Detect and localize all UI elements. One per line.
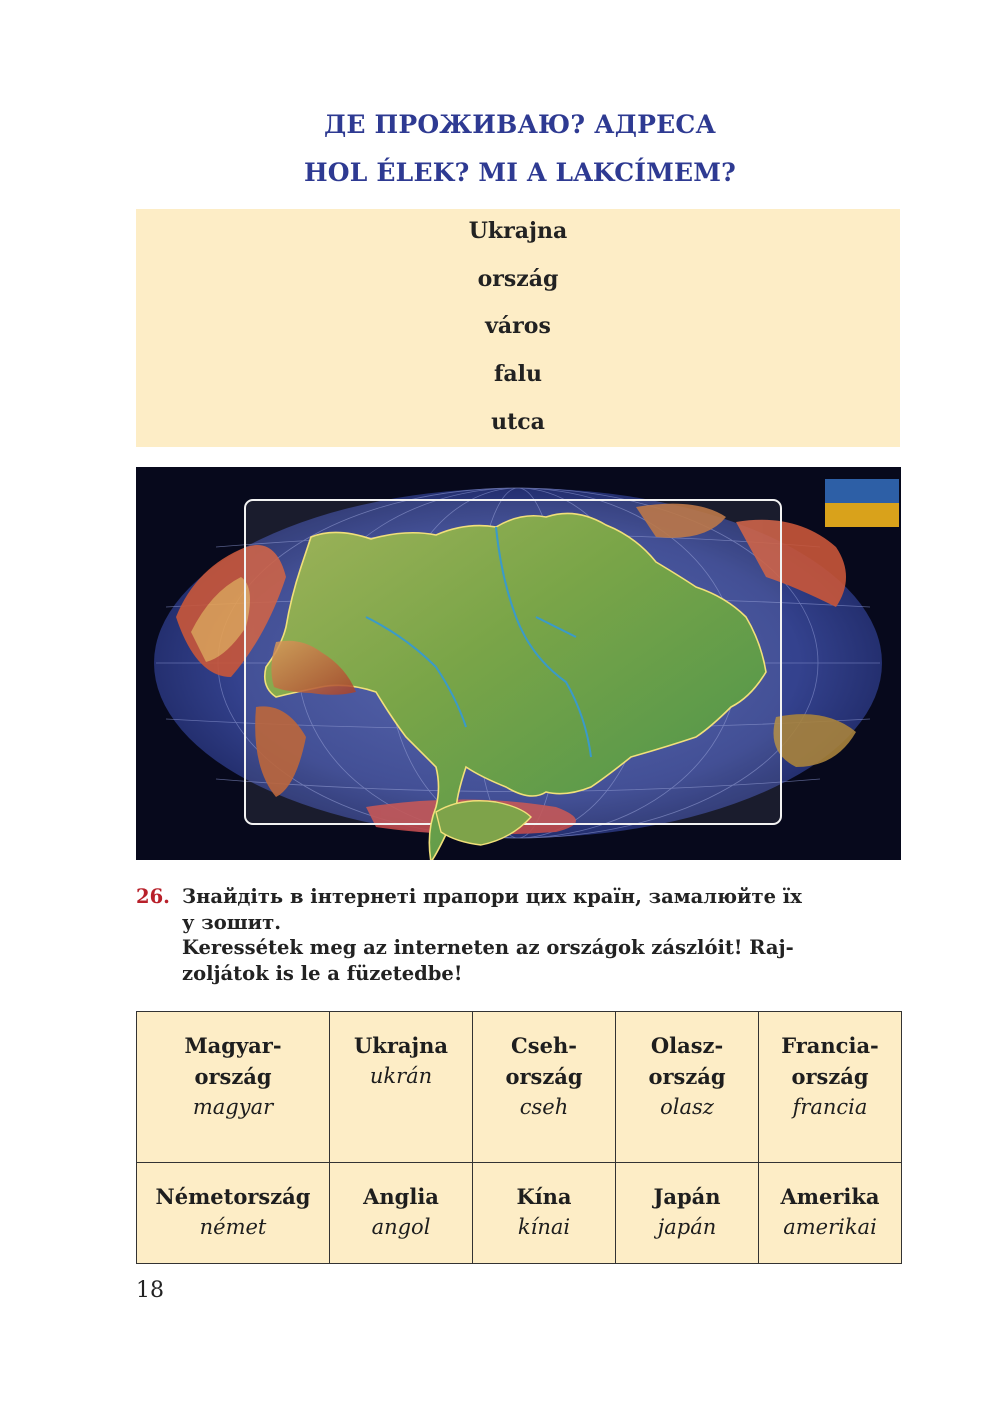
nationality-adjective: cseh — [519, 1095, 569, 1119]
table-cell — [759, 1012, 902, 1163]
nationality-adjective: amerikai — [783, 1215, 877, 1239]
country-name: Cseh- — [511, 1033, 577, 1058]
exercise-line-3: Keressétek meg az interneten az országok zászlóit! Raj- — [182, 936, 794, 959]
table-cell — [759, 1163, 902, 1264]
table-row — [137, 1012, 902, 1163]
page-title-ukrainian: ДЕ ПРОЖИВАЮ? АДРЕСА — [323, 110, 717, 139]
exercise-number: 26. — [136, 885, 170, 908]
ukraine-flag-icon — [825, 479, 899, 527]
country-name: ország — [194, 1064, 272, 1089]
table-cell — [330, 1163, 473, 1264]
exercise-line-4: zoljátok is le a füzetedbe! — [182, 961, 463, 985]
table-cell — [137, 1012, 330, 1163]
table-cell — [330, 1012, 473, 1163]
nationality-adjective: kínai — [517, 1215, 571, 1239]
nationality-adjective: ukrán — [369, 1064, 433, 1088]
country-name: Németország — [155, 1184, 311, 1209]
country-name: Amerika — [780, 1184, 880, 1209]
address-word-village: falu — [493, 361, 543, 387]
table-cell — [616, 1163, 759, 1264]
nationality-adjective: magyar — [192, 1095, 274, 1119]
page-number: 18 — [136, 1278, 164, 1303]
address-word-country-name: Ukrajna — [468, 218, 568, 244]
exercise-line-2: у зошит. — [182, 910, 282, 934]
address-word-country: ország — [477, 266, 559, 292]
exercise-line-1: Знайдіть в інтернеті прапори цих країн, замалюйте їх — [182, 885, 802, 908]
table-cell — [616, 1012, 759, 1163]
table-cell — [473, 1012, 616, 1163]
page-title-hungarian: HOL ÉLEK? MI A LAKCÍMEM? — [303, 158, 737, 187]
table-row — [137, 1163, 902, 1264]
table-cell — [473, 1163, 616, 1264]
country-name: ország — [505, 1064, 583, 1089]
ukraine-map-image — [136, 467, 901, 860]
world-globe-map-icon — [136, 467, 901, 860]
table-cell — [137, 1163, 330, 1264]
country-name: ország — [791, 1064, 869, 1089]
nationality-adjective: francia — [792, 1095, 868, 1119]
nationality-adjective: angol — [371, 1215, 431, 1239]
countries-table — [136, 1011, 902, 1264]
country-name: Magyar- — [184, 1033, 282, 1058]
country-name: Kína — [516, 1184, 572, 1209]
country-name: Ukrajna — [353, 1033, 448, 1058]
nationality-adjective: olasz — [660, 1095, 714, 1119]
nationality-adjective: német — [199, 1215, 267, 1239]
nationality-adjective: japán — [657, 1215, 717, 1239]
address-word-street: utca — [491, 409, 545, 435]
country-name: Anglia — [363, 1184, 439, 1209]
address-vocabulary-box — [136, 209, 900, 447]
country-name: Francia- — [781, 1033, 879, 1058]
country-name: ország — [648, 1064, 726, 1089]
exercise-instructions — [182, 884, 894, 986]
country-name: Olasz- — [650, 1033, 724, 1058]
country-name: Japán — [653, 1184, 721, 1209]
address-word-city: város — [485, 313, 551, 339]
